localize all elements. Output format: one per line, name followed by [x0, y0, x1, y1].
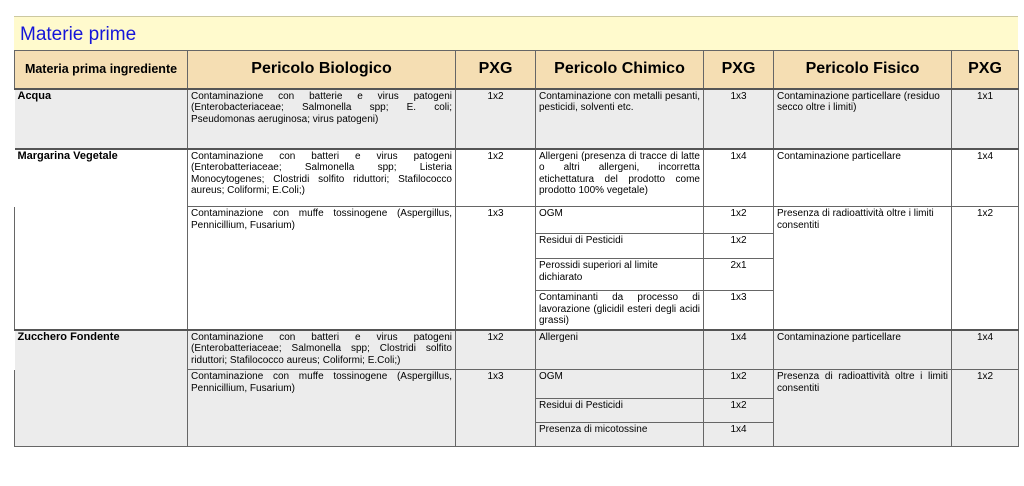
- hazard-bio: Contaminazione con batteri e virus patogeni (Enterobatteriaceae; Salmonella spp; Clostridi solfito riduttori; Stafilococco aureus; Coliformi; E.Coli;): [188, 330, 456, 370]
- hazard-table: [14, 50, 1019, 447]
- ingredient-spacer: [15, 370, 188, 447]
- header-chim: Pericolo Chimico: [536, 51, 704, 89]
- pxg-value: 1x1: [952, 89, 1019, 149]
- header-bio: Pericolo Biologico: [188, 51, 456, 89]
- pxg-value: 1x3: [456, 207, 536, 330]
- pxg-value: 1x4: [704, 330, 774, 370]
- hazard-bio: Contaminazione con muffe tossinogene (Aspergillus, Pennicillium, Fusarium): [188, 207, 456, 330]
- header-materia: Materia prima ingrediente: [15, 51, 188, 89]
- pxg-value: 1x3: [704, 291, 774, 330]
- header-fis: Pericolo Fisico: [774, 51, 952, 89]
- pxg-value: 1x2: [952, 370, 1019, 447]
- pxg-value: 1x4: [952, 330, 1019, 370]
- ingredient-spacer: [15, 207, 188, 330]
- ingredient-name: Zucchero Fondente: [15, 330, 188, 370]
- hazard-chim: Allergeni: [536, 330, 704, 370]
- hazard-fis: Presenza di radioattività oltre i limiti consentiti: [774, 207, 952, 330]
- section-title: Materie prime: [14, 16, 1018, 50]
- hazard-chim: Allergeni (presenza di tracce di latte o altri allergeni, incorretta etichettatura del prodotto come prodotto 100% vegetale): [536, 149, 704, 207]
- document-page: [14, 16, 1018, 447]
- hazard-chim: Residui di Pesticidi: [536, 234, 704, 259]
- table-row: [15, 330, 1019, 370]
- pxg-value: 1x2: [456, 89, 536, 149]
- table-row: [15, 149, 1019, 207]
- table-row: [15, 370, 1019, 399]
- ingredient-name: Margarina Vegetale: [15, 149, 188, 207]
- hazard-chim: Presenza di micotossine: [536, 423, 704, 447]
- hazard-bio: Contaminazione con muffe tossinogene (Aspergillus, Pennicillium, Fusarium): [188, 370, 456, 447]
- pxg-value: 2x1: [704, 259, 774, 291]
- hazard-bio: Contaminazione con batteri e virus patogeni (Enterobatteriaceae; Salmonella spp; Listeria Monocytogenes; Clostridi solfito riduttori; Stafilococco aureus; Coliformi; E.Coli;): [188, 149, 456, 207]
- hazard-chim: Contaminazione con metalli pesanti, pesticidi, solventi etc.: [536, 89, 704, 149]
- pxg-value: 1x2: [704, 234, 774, 259]
- pxg-value: 1x4: [952, 149, 1019, 207]
- ingredient-name: Acqua: [15, 89, 188, 149]
- pxg-value: 1x2: [456, 149, 536, 207]
- pxg-value: 1x2: [704, 370, 774, 399]
- pxg-value: 1x3: [456, 370, 536, 447]
- hazard-fis: Contaminazione particellare: [774, 330, 952, 370]
- hazard-chim: OGM: [536, 207, 704, 234]
- pxg-value: 1x4: [704, 423, 774, 447]
- pxg-value: 1x2: [704, 399, 774, 423]
- header-pxg-fis: PXG: [952, 51, 1019, 89]
- header-pxg-chim: PXG: [704, 51, 774, 89]
- hazard-chim: Residui di Pesticidi: [536, 399, 704, 423]
- pxg-value: 1x4: [704, 149, 774, 207]
- hazard-chim: Perossidi superiori al limite dichiarato: [536, 259, 704, 291]
- table-row: [15, 89, 1019, 149]
- hazard-fis: Contaminazione particellare (residuo secco oltre i limiti): [774, 89, 952, 149]
- hazard-fis: Presenza di radioattività oltre i limiti consentiti: [774, 370, 952, 447]
- hazard-chim: OGM: [536, 370, 704, 399]
- hazard-fis: Contaminazione particellare: [774, 149, 952, 207]
- pxg-value: 1x2: [952, 207, 1019, 330]
- pxg-value: 1x2: [456, 330, 536, 370]
- hazard-bio: Contaminazione con batterie e virus patogeni (Enterobacteriaceae; Salmonella spp; E. coli; Pseudomonas aeruginosa; virus patogeni): [188, 89, 456, 149]
- header-pxg-bio: PXG: [456, 51, 536, 89]
- table-row: [15, 207, 1019, 234]
- pxg-value: 1x3: [704, 89, 774, 149]
- pxg-value: 1x2: [704, 207, 774, 234]
- hazard-chim: Contaminanti da processo di lavorazione (glicidil esteri degli acidi grassi): [536, 291, 704, 330]
- header-row: [15, 51, 1019, 89]
